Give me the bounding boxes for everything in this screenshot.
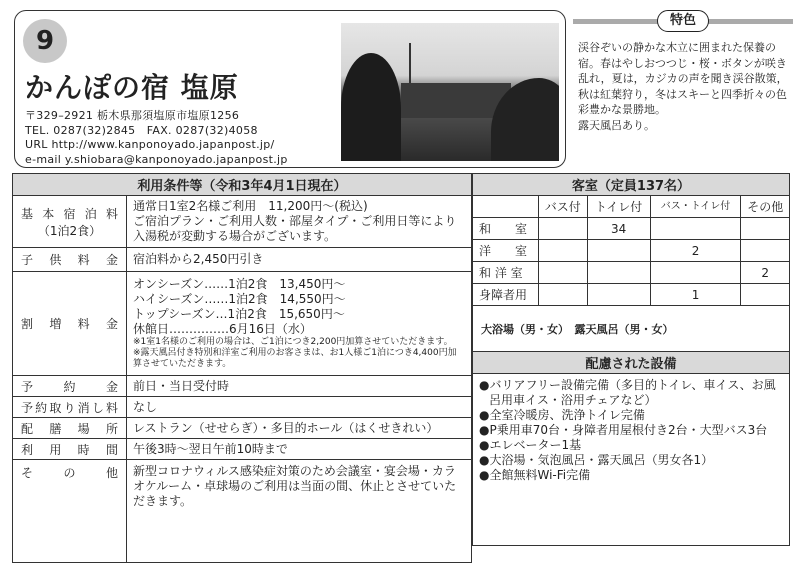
list-item: ●全室冷暖房、洗浄トイレ完備: [479, 408, 645, 422]
room-count: [741, 284, 790, 306]
row-value: なし: [127, 397, 472, 418]
room-count: [539, 284, 588, 306]
features-note: 露天風呂あり。: [578, 118, 655, 132]
room-count: [587, 240, 650, 262]
room-count: [587, 262, 650, 284]
features-heading: [573, 10, 793, 32]
conditions-title: 利用条件等（令和3年4月1日現在）: [13, 174, 472, 196]
hotel-photo: [341, 23, 559, 161]
rooms-table: [472, 173, 790, 546]
room-count: 1: [650, 284, 741, 306]
room-count: [539, 218, 588, 240]
list-item: ●全館無料Wi-Fi完備: [479, 468, 591, 482]
row-label: 予約金: [13, 376, 127, 397]
row-value: 通常日1室2名様ご利用 11,200円～(税込) ご宿泊プラン・ご利用人数・部屋タイプ・ご利用日等により入湯税が変動する場合がございます。: [127, 196, 472, 248]
room-count: [650, 218, 741, 240]
list-item: ●大浴場・気泡風呂・露天風呂（男女各1）: [479, 453, 714, 467]
list-item: ●エレベーター1基: [479, 438, 582, 452]
row-label: その他: [13, 460, 127, 563]
email-line[interactable]: e-mail y.shiobara@kanponoyado.japanpost.jp: [25, 152, 288, 166]
conditions-table: [12, 173, 472, 563]
row-label: 基本宿泊料 （1泊2食）: [13, 196, 127, 248]
list-item: ●P乗用車70台・身障者用屋根付き2台・大型バス3台: [479, 423, 768, 437]
row-label: 割増料金: [13, 272, 127, 376]
room-count: 34: [587, 218, 650, 240]
row-value: 宿泊料から2,450円引き: [127, 248, 472, 272]
list-item: ●バリアフリー設備完備（多目的トイレ、車イス、お風呂用車イス・浴用チェアなど）: [479, 378, 776, 407]
features-title: 特色: [657, 10, 709, 32]
rooms-title: 客室（定員137名）: [473, 174, 790, 196]
col-header: バス・トイレ付: [650, 196, 741, 218]
address-line: 〒329–2921 栃木県那須塩原市塩原1256: [25, 109, 240, 122]
row-value: オンシーズン……1泊2食 13,450円～ ハイシーズン……1泊2食 14,550円～ トップシーズン…1泊2食 15,650円～ 休館日……………6月16日（水） ※1室1名様のご利用の場合は、ご1泊につき2,200円加算させていただきます。 ※露天風呂付き特別和洋室ご利用のお客さまは、お1人様ご1泊につき4,400円加算させていただきます。: [127, 272, 472, 376]
row-label: 予約取り消し料: [13, 397, 127, 418]
bath-info: 大浴場（男・女） 露天風呂（男・女）: [473, 306, 790, 352]
col-header: トイレ付: [587, 196, 650, 218]
room-count: [741, 218, 790, 240]
url-line[interactable]: URL http://www.kanponoyado.japanpost.jp/: [25, 138, 275, 151]
hotel-name: かんぽの宿 塩原: [25, 71, 239, 104]
equipment-list: [473, 374, 790, 546]
row-value: 午後3時～翌日午前10時まで: [127, 439, 472, 460]
tel-fax-line: TEL. 0287(32)2845 FAX. 0287(32)4058: [25, 123, 258, 137]
contact-info: [25, 109, 288, 167]
row-value: 前日・当日受付時: [127, 376, 472, 397]
room-type: 和 洋 室: [473, 262, 539, 284]
room-type: 洋 室: [473, 240, 539, 262]
row-label: 子供料金: [13, 248, 127, 272]
hotel-header-card: [14, 10, 566, 168]
room-count: 2: [741, 262, 790, 284]
room-count: [587, 284, 650, 306]
room-type: 身障者用: [473, 284, 539, 306]
row-value: レストラン（せせらぎ）・多目的ホール（はくせきれい）: [127, 418, 472, 439]
col-header: その他: [741, 196, 790, 218]
room-type: 和 室: [473, 218, 539, 240]
room-count: 2: [650, 240, 741, 262]
hotel-number-badge: 9: [23, 19, 67, 63]
room-count: [539, 262, 588, 284]
equipment-title: 配慮された設備: [473, 352, 790, 374]
col-header: バス付: [539, 196, 588, 218]
row-label: 配膳場所: [13, 418, 127, 439]
room-count: [741, 240, 790, 262]
features-text: [578, 40, 794, 133]
row-label: 利用時間: [13, 439, 127, 460]
room-count: [650, 262, 741, 284]
features-description: 渓谷ぞいの静かな木立に囲まれた保養の宿。春はやしおつつじ・桜・ボタンが咲き乱れ，夏は，カジカの声を聞き渓谷散策，秋は紅葉狩り，冬はスキーと四季折々の色彩豊かな景勝地。: [578, 41, 788, 116]
row-value: 新型コロナウィルス感染症対策のため会議室・宴会場・カラオケルーム・卓球場のご利用は当面の間、休止とさせていただきます。: [127, 460, 472, 563]
room-count: [539, 240, 588, 262]
